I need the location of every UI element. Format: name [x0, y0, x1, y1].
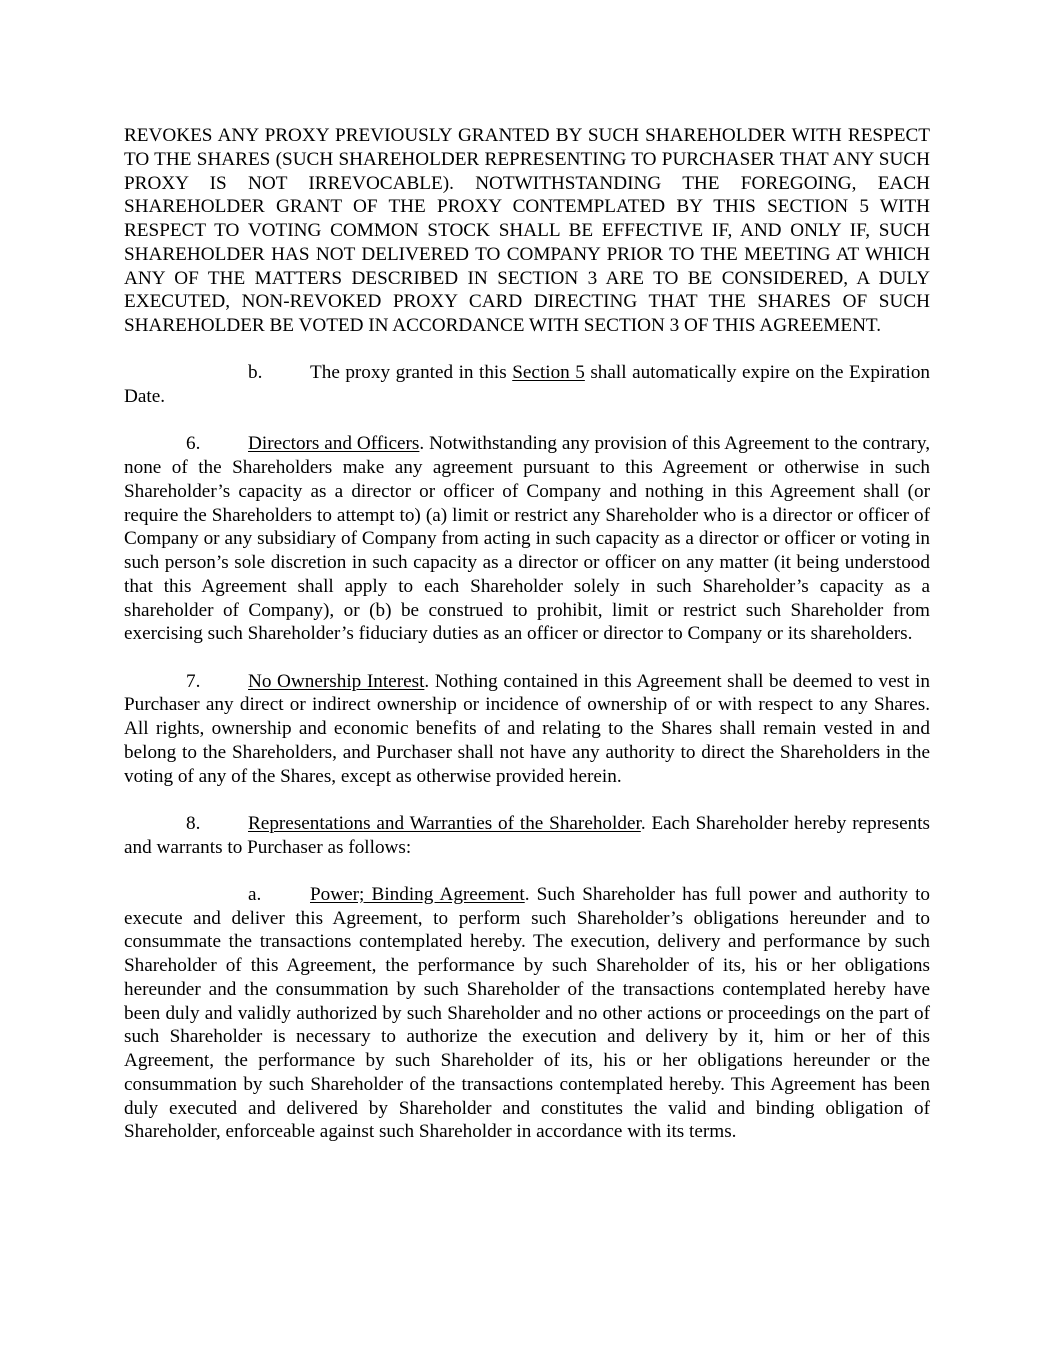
section-5-reference: Section 5: [512, 362, 585, 384]
section-5b-paragraph: [124, 361, 930, 409]
section-number: 6.: [186, 433, 201, 455]
section-number: 8.: [186, 812, 201, 834]
continuation-paragraph: REVOKES ANY PROXY PREVIOUSLY GRANTED BY SUCH SHAREHOLDER WITH RESPECT TO THE SHARES (SUCH SHAREHOLDER REPRESENTING TO PURCHASER THAT ANY SUCH PROXY IS NOT IRREVOCABLE). NOTWITHSTANDING THE FOREGOING, EACH SHAREHOLDER GRANT OF THE PROXY CONTEMPLATED BY THIS SECTION 5 WITH RESPECT TO VOTING COMMON STOCK SHALL BE EFFECTIVE IF, AND ONLY IF, SUCH SHAREHOLDER HAS NOT DELIVERED TO COMPANY PRIOR TO THE MEETING AT WHICH ANY OF THE MATTERS DESCRIBED IN SECTION 3 ARE TO BE CONSIDERED, A DULY EXECUTED, NON-REVOKED PROXY CARD DIRECTING THAT THE SHARES OF SUCH SHAREHOLDER BE VOTED IN ACCORDANCE WITH SECTION 3 OF THIS AGREEMENT.: [124, 125, 930, 336]
section-5b-text-before: The proxy granted in this: [310, 362, 513, 384]
section-heading: Directors and Officers: [248, 433, 420, 455]
section-8a-paragraph: [124, 883, 930, 1144]
section-8-paragraph: [124, 812, 930, 860]
section-heading: No Ownership Interest: [248, 670, 425, 692]
section-number: 7.: [186, 670, 201, 692]
subsection-body: . Such Shareholder has full power and authority to execute and deliver this Agreement, to perform such Shareholder’s obligations hereunder and to consummate the transactions contemplated hereby. The execution, delivery and performance by such Shareholder of this Agreement, the performance by such Shareholder of its, his or her obligations hereunder and the consummation by such Shareholder of the transactions contemplated hereby have been duly and validly authorized by such Shareholder and no other actions or proceedings on the part of such Shareholder is necessary to authorize the execution and delivery by it, him or her of this Agreement, the performance by such Shareholder of its, his or her obligations hereunder or the consummation by such Shareholder of the transactions contemplated hereby. This Agreement has been duly executed and delivered by Shareholder and constitutes the valid and binding obligation of Shareholder, enforceable against such Shareholder in accordance with its terms.: [124, 883, 931, 1143]
section-5b-text-after: shall automatically expire on the Expiration Date.: [124, 362, 931, 407]
section-body: . Each Shareholder hereby represents and warrants to Purchaser as follows:: [124, 812, 930, 858]
subsection-marker: a.: [248, 883, 262, 905]
section-heading: Representations and Warranties of the Shareholder: [248, 812, 641, 834]
section-body: . Nothing contained in this Agreement shall be deemed to vest in Purchaser any direct or indirect ownership or incidence of ownership of or with respect to any Shares. All rights, ownership and economic benefits of and relating to the Shares shall remain vested in and belong to the Shareholders, and Purchaser shall not have any authority to direct the Shareholders in the voting of any of the Shares, except as otherwise provided herein.: [124, 670, 930, 787]
section-7-paragraph: [124, 670, 930, 789]
section-6-paragraph: [124, 432, 930, 646]
subsection-heading: Power; Binding Agreement: [310, 883, 525, 905]
section-body: . Notwithstanding any provision of this Agreement to the contrary, none of the Shareholders make any agreement pursuant to this Agreement or otherwise in such Shareholder’s capacity as a director or officer of Company and nothing in this Agreement shall (or require the Shareholders to attempt to) (a) limit or restrict any Shareholder who is a director or officer of Company or any subsidiary of Company from acting in such capacity as a director or officer or voting in such person’s sole discretion in such capacity as a director or officer on any matter (it being understood that this Agreement shall apply to each Shareholder solely in such Shareholder’s capacity as a shareholder of Company), or (b) be construed to prohibit, limit or restrict such Shareholder from exercising such Shareholder’s fiduciary duties as an officer or director to Company or its shareholders.: [124, 433, 930, 645]
document-page: [124, 124, 930, 1144]
subsection-marker: b.: [248, 362, 263, 384]
